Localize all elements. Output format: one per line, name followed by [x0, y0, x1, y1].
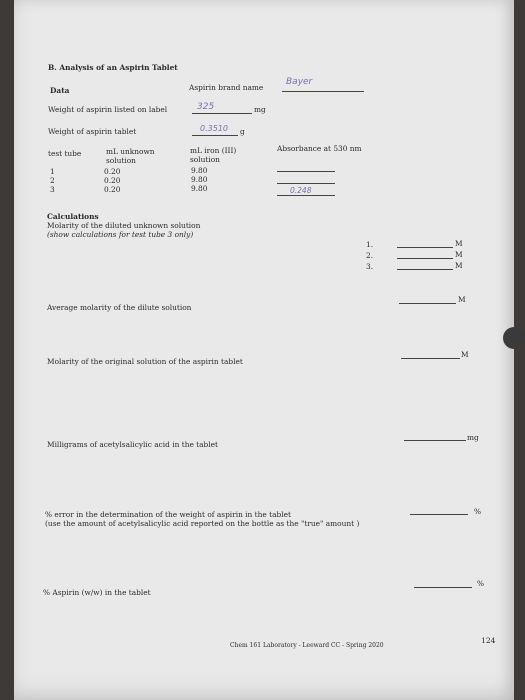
header-absorbance: Absorbance at 530 nm [277, 144, 362, 153]
molarity-item-3-line [397, 269, 453, 270]
percent-label: % Aspirin (w/w) in the tablet [43, 588, 151, 597]
weight-tablet-label: Weight of aspirin tablet [48, 127, 137, 136]
percent-unit: % [477, 579, 485, 588]
mg-acid-unit: mg [467, 433, 479, 442]
row1-tube: 1 [50, 167, 55, 176]
brand-value: Bayer [286, 77, 313, 87]
row3-unknown: 0.20 [104, 185, 121, 194]
molarity-item-1-num: 1. [366, 240, 374, 249]
molarity-note: (show calculations for test tube 3 only) [47, 230, 194, 239]
error-unit: % [474, 507, 482, 516]
footer: Chem 161 Laboratory - Leeward CC - Spring 2020 [230, 642, 384, 649]
molarity-item-1-unit: M [455, 239, 463, 248]
molarity-item-3-unit: M [455, 261, 463, 270]
brand-line [282, 91, 364, 92]
error-line [410, 514, 468, 515]
weight-listed-value: 325 [197, 102, 215, 112]
row2-unknown: 0.20 [104, 176, 121, 185]
original-unit: M [461, 350, 469, 359]
row2-iron: 9.80 [191, 175, 208, 184]
molarity-item-2-line [397, 258, 453, 259]
molarity-item-2-num: 2. [366, 251, 374, 260]
header-test-tube: test tube [48, 149, 82, 158]
row1-unknown: 0.20 [104, 167, 121, 176]
row2-absorbance-line [277, 183, 335, 184]
weight-tablet-value: 0.3510 [200, 124, 228, 133]
molarity-item-1-line [397, 247, 453, 248]
brand-label: Aspirin brand name [189, 83, 264, 92]
row3-tube: 3 [50, 185, 55, 194]
section-title: B. Analysis of an Aspirin Tablet [48, 63, 178, 72]
weight-tablet-line [192, 135, 238, 136]
data-heading: Data [50, 86, 70, 95]
header-unknown-2: solution [106, 156, 136, 165]
percent-line [414, 587, 472, 588]
calculations-title: Calculations [47, 212, 99, 221]
weight-tablet-unit: g [240, 127, 245, 136]
molarity-label: Molarity of the diluted unknown solution [47, 221, 201, 230]
average-line [399, 303, 456, 304]
weight-listed-line [192, 113, 252, 114]
original-label: Molarity of the original solution of the aspirin tablet [47, 357, 243, 366]
worksheet-page [14, 0, 514, 700]
mg-acid-label: Milligrams of acetylsalicylic acid in the tablet [47, 440, 218, 449]
row1-absorbance-line [277, 171, 335, 172]
header-iron-2: solution [190, 155, 220, 164]
row3-absorbance-line [277, 195, 335, 196]
row3-absorbance-value: 0.248 [290, 186, 312, 195]
header-unknown: mL unknown [106, 147, 155, 156]
row1-iron: 9.80 [191, 166, 208, 175]
header-iron: mL iron (III) [190, 146, 237, 155]
mg-acid-line [404, 440, 466, 441]
error-label-note: (use the amount of acetylsalicylic acid reported on the bottle as the "true" amount ) [45, 519, 360, 528]
molarity-item-3-num: 3. [366, 262, 374, 271]
average-label: Average molarity of the dilute solution [47, 303, 192, 312]
original-line [401, 358, 460, 359]
binder-hole [503, 327, 525, 349]
molarity-item-2-unit: M [455, 250, 463, 259]
average-unit: M [458, 295, 466, 304]
weight-listed-unit: mg [254, 105, 266, 114]
error-label: % error in the determination of the weight of aspirin in the tablet [45, 510, 291, 519]
row2-tube: 2 [50, 176, 55, 185]
row3-iron: 9.80 [191, 184, 208, 193]
weight-listed-label: Weight of aspirin listed on label [48, 105, 168, 114]
page-number: 124 [481, 636, 496, 645]
